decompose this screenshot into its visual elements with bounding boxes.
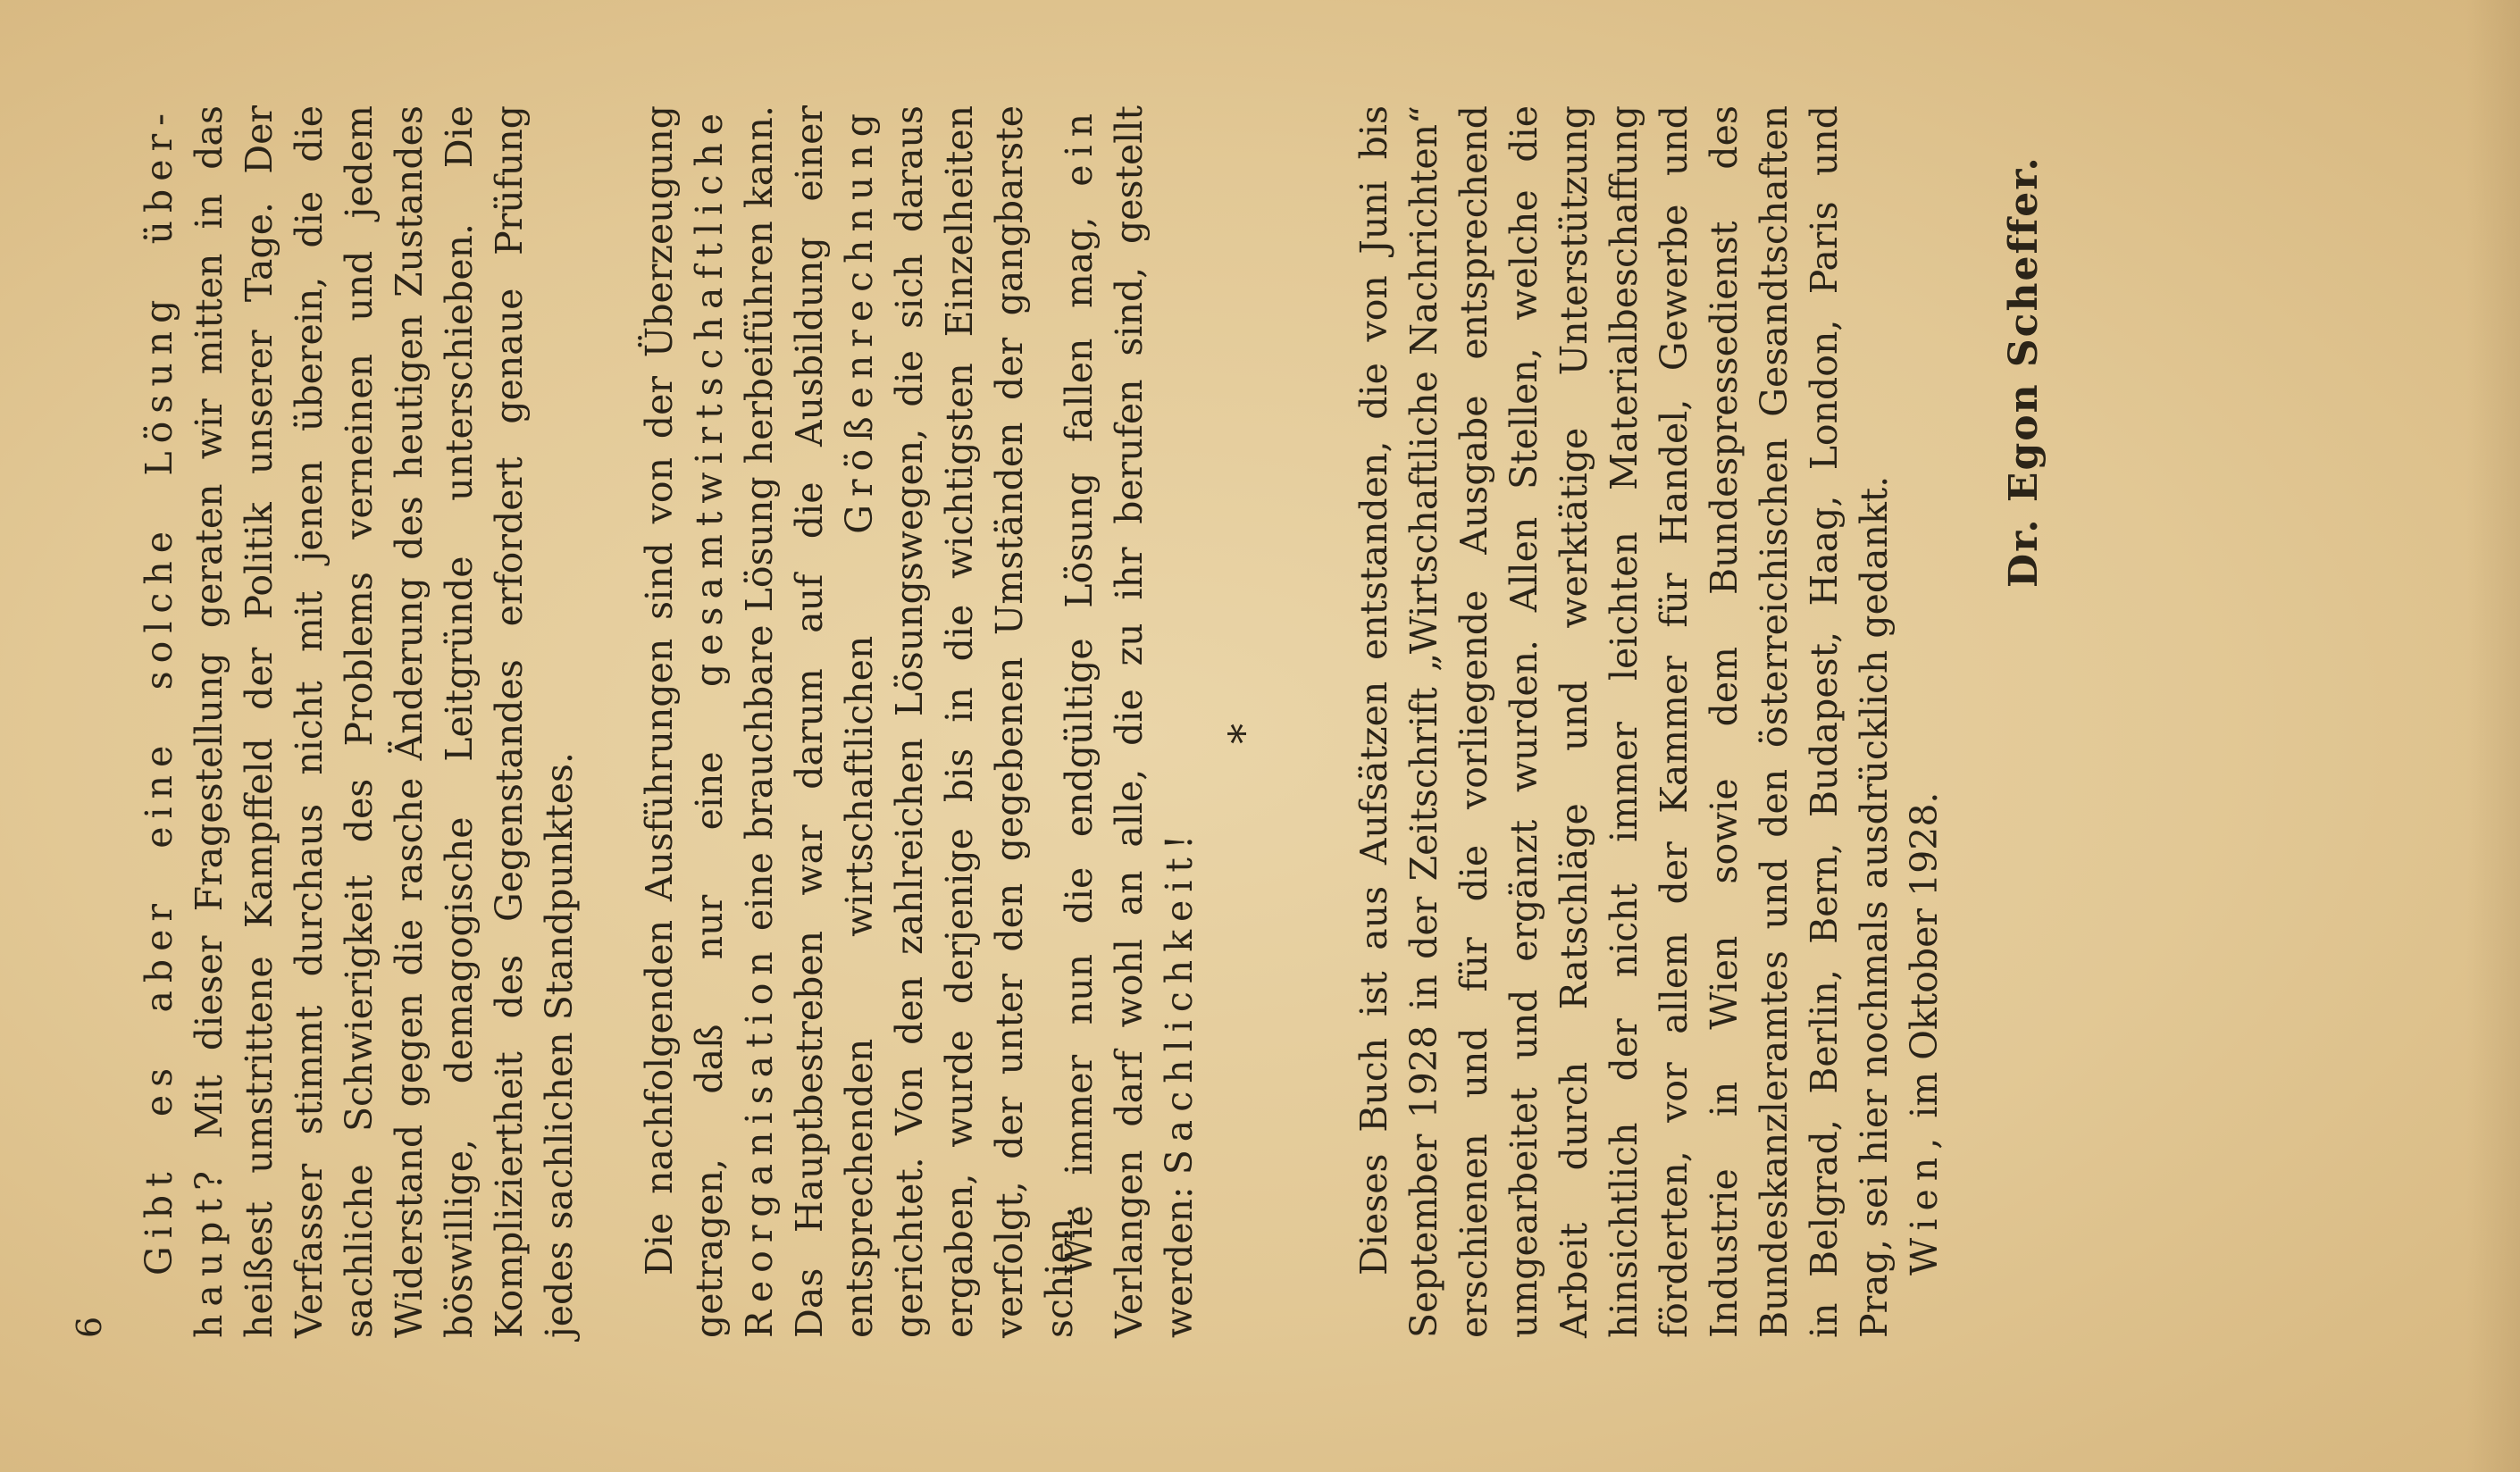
date-text: im Oktober 1928. [1903,791,1946,1130]
paragraph-2-text-middle: eine brauchbare Lösung herbeiführen kann. Das Hauptbestreben war darum auf die Ausbildung einer entsprechenden wirtschaftlichen [738,105,881,1338]
page-edge-shadow [2466,0,2520,1472]
place-date-line [1899,105,1949,1338]
paragraph-3-spaced-1: ein [1058,105,1101,187]
paragraph-1 [134,105,584,1338]
author-signature: Dr. Egon Scheffer. [2001,155,2047,588]
page-number: 6 [70,1315,109,1338]
paragraph-1-text: Mit dieser Fragestellung geraten wir mitten in das heißest umstrittene Kampffeld der Politik unserer Tage. Der Verfasser stimmt durchaus nicht mit jenen überein, die die sachliche Schwierigkeit des Problems verneinen und jedem Widerstand gegen die rasche Änderung des heutigen Zustandes böswillige, demagogische Leitgründe unterschieben. Die Kompliziertheit des Gegenstandes erfordert genaue Prüfung jedes sachlichen Standpunktes. [188,105,581,1338]
paragraph-2-spaced-2: Größenrechnung [838,105,881,534]
section-separator-asterisk: * [1219,723,1268,744]
paragraph-2-text-after: gerichtet. Von den zahlreichen Lösungswegen, die sich daraus ergaben, wurde derjenige bis in die wichtigsten Einzelheiten verfolgt, der unter den gegebenen Umständen der gangbarste schien. [888,105,1081,1338]
paragraph-1-spaced-lead: Gibt es aber eine solche Lösung über-haupt? [138,105,230,1338]
paragraph-2-text-before: Die nachfolgenden Ausführungen sind von der Überzeugung getragen, daß nur eine [638,105,731,1338]
paragraph-3 [1054,105,1204,1338]
paragraph-3-text-before: Wie immer nun die endgültige Lösung fallen mag, [1058,186,1101,1275]
paragraph-3-spaced-2: Sachlichkeit! [1158,826,1201,1175]
paragraph-2-spaced-1: gesamtwirtschaftliche Reorganisation [688,105,781,1338]
paragraph-2 [634,105,1084,1338]
paragraph-4 [1349,105,1949,1338]
place-name: Wien, [1903,1129,1946,1275]
paragraph-3-text-middle: Verlangen darf wohl an alle, die zu ihr berufen sind, gestellt werden: [1108,105,1201,1338]
paragraph-4-text: Dieses Buch ist aus Aufsätzen entstanden, die von Juni bis September 1928 in der Zeitschrift „Wirtschaftliche Nachrichten“ erschienen und für die vorliegende Ausgabe entsprechend umgearbeitet und ergänzt wurden. Allen Stellen, welche die Arbeit durch Ratschläge und werktätige Unterstützung hinsichtlich der nicht immer leichten Materialbeschaffung förderten, vor allem der Kammer für Handel, Gewerbe und Industrie in Wien sowie dem Bundespressedienst des Bundeskanzleramtes und den österreichischen Gesandtschaften in Belgrad, Berlin, Bern, Budapest, Haag, London, Paris und Prag, sei hier nochmals ausdrücklich gedankt. [1352,105,1896,1338]
